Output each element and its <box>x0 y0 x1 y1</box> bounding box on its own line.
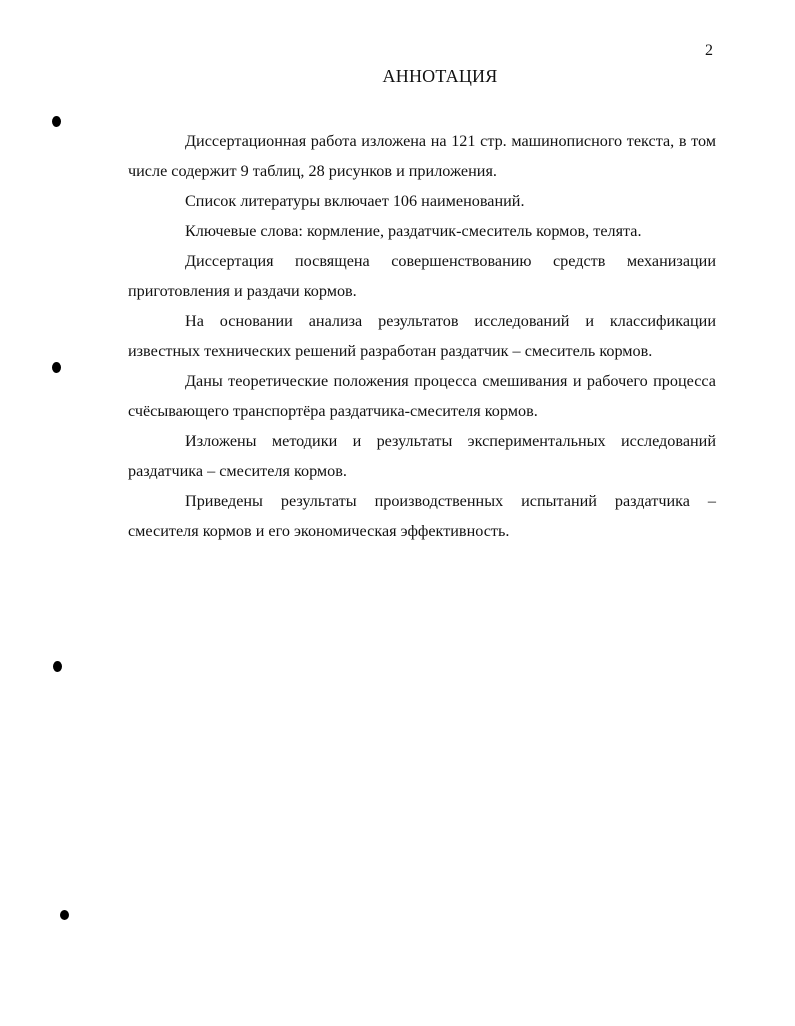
paragraph-results: Приведены результаты производственных испытаний раздатчика – смесителя кормов и его экономическая эффективность. <box>128 492 716 540</box>
page-number: 2 <box>705 42 713 59</box>
paragraph-subject: Диссертация посвящена совершенствованию средств механизации приготовления и раздачи кормов. <box>128 252 716 300</box>
annotation-body <box>128 126 716 546</box>
punch-hole-mark <box>52 362 61 373</box>
page-title: АННОТАЦИЯ <box>382 66 498 86</box>
paragraph-references: Список литературы включает 106 наименований. <box>185 192 525 210</box>
punch-hole-mark <box>53 661 62 672</box>
paragraph-keywords: Ключевые слова: кормление, раздатчик-смеситель кормов, телята. <box>185 222 642 240</box>
punch-hole-mark <box>52 116 61 127</box>
paragraph-volume: Диссертационная работа изложена на 121 стр. машинописного текста, в том числе содержит 9 таблиц, 28 рисунков и приложения. <box>128 132 716 180</box>
paragraph-methods: Изложены методики и результаты экспериментальных исследований раздатчика – смесителя кормов. <box>128 432 716 480</box>
paragraph-development: На основании анализа результатов исследований и классификации известных технических решений разработан раздатчик – смеситель кормов. <box>128 312 716 360</box>
punch-hole-mark <box>60 910 69 920</box>
paragraph-theory: Даны теоретические положения процесса смешивания и рабочего процесса счёсывающего транспортёра раздатчика-смесителя кормов. <box>128 372 716 420</box>
